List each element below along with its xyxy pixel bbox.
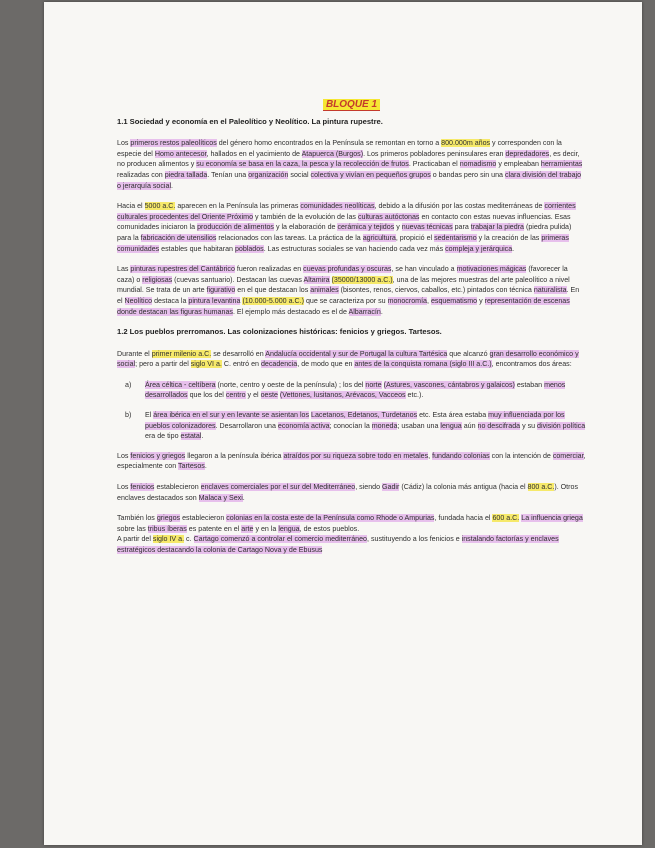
highlighted-text: Cartago comenzó a controlar el comercio mediterráneo xyxy=(193,535,368,544)
highlighted-text: fenicios y griegos xyxy=(130,451,186,460)
highlighted-text: tribus íberas xyxy=(147,524,187,533)
paragraph-neolithic: Hacia el 5000 a.C. aparecen en la Península las primeras comunidades neolíticas, debido a la difusión por las costas mediterráneas de corrientes culturales procedentes del Oriente Próximo y también de la evolución de las culturas autóctonas en contacto con estas nuevas influencias. Esas comunidades iniciaron la producción de alimentos y la elaboración de cerámica y tejidos y nuevas técnicas para trabajar la piedra (piedra pulida) para la fabricación de utensilios relacionados con las tareas. La práctica de la agricultura, propició el sedentarismo y la creación de las primeras comunidades estables que habitaran poblados. Las estructuras sociales se van haciendo cada vez más compleja y jerárquica. xyxy=(117,202,576,253)
highlighted-text: Lacetanos, Edetanos, Turdetanos xyxy=(311,411,418,420)
highlighted-text: enclaves comerciales por el sur del Mediterráneo xyxy=(200,483,356,492)
date-highlight: 5000 a.C. xyxy=(144,202,176,211)
highlighted-text: división política xyxy=(537,421,586,430)
highlighted-text: herramientas xyxy=(540,160,583,169)
highlighted-text: menos desarrollados xyxy=(145,380,566,400)
highlighted-text: religiosas xyxy=(142,275,173,284)
highlighted-text: (Astures, vascones, cántabros y galaicos) xyxy=(383,380,515,389)
highlighted-text: trabajar la piedra xyxy=(470,223,524,232)
highlighted-text: Altamira xyxy=(303,275,330,284)
block-title: BLOQUE 1 xyxy=(323,99,380,111)
page-content xyxy=(117,100,586,566)
highlighted-text: Albarracín xyxy=(348,307,381,316)
highlighted-text: Malaca y Sexi xyxy=(198,493,243,502)
highlighted-text: Andalucía occidental y sur de Portugal la cultura Tartésica xyxy=(265,349,448,358)
highlighted-text: norte xyxy=(365,380,382,389)
date-highlight: 800.000m años xyxy=(441,139,491,148)
highlighted-text: figurativo xyxy=(206,286,236,295)
highlighted-text: depredadores xyxy=(505,149,550,158)
highlighted-text: lengua xyxy=(278,524,300,533)
highlighted-text: compleja y jerárquica xyxy=(445,244,513,253)
highlighted-text: Gadir xyxy=(382,483,400,492)
highlighted-text: representación de escenas donde destacan las figuras humanas xyxy=(117,296,570,316)
highlighted-text: producción de alimentos xyxy=(197,223,274,232)
highlighted-text: piedra tallada xyxy=(164,170,208,179)
highlighted-text: fenicios xyxy=(130,483,155,492)
paragraph-phoenicians: Los fenicios establecieron enclaves comerciales por el sur del Mediterráneo, siendo Gadir (Cádiz) la colonia más antigua (hacia el 800 a.C.). Otros enclaves destacados son Malaca y Sexi. xyxy=(117,483,579,502)
highlighted-text: Tartesos xyxy=(178,462,205,471)
highlighted-text: colonias en la costa este de la Península como Rhode o Ampurias xyxy=(226,514,435,523)
date-highlight: siglo IV a. xyxy=(152,535,185,544)
highlighted-text: pintura levantina xyxy=(188,296,241,305)
highlighted-text: esquematismo xyxy=(430,296,478,305)
list-item-b xyxy=(125,410,586,442)
list-text-b: El área ibérica en el sur y en levante se asientan los Lacetanos, Edetanos, Turdetanos etc. Esta área estaba muy influenciada por los pueblos colonizadores. Desarrollaron una economía activa; conocían la moneda; usaban una lengua aún no descifrada y su división política era de tipo estatal. xyxy=(145,411,586,441)
highlighted-text: lengua xyxy=(440,421,462,430)
highlighted-text: sedentarismo xyxy=(434,233,477,242)
paragraph-cave-painting: Las pinturas rupestres del Cantábrico fueron realizadas en cuevas profundas y oscuras, se han vinculado a motivaciones mágicas (favorecer la caza) o religiosas (cuevas santuario). Destacan las cuevas Altamira (35000/13000 a.C.), una de las mejores muestras del arte paleolítico a nivel mundial. Se trata de un arte figurativo en el que destacan los animales (bisontes, renos, ciervos, caballos, etc.) pintados con técnica naturalista. En el Neolítico destaca la pintura levantina (10.000-5.000 a.C.) que se caracteriza por su monocromía, esquematismo y representación de escenas donde destacan las figuras humanas. El ejemplo más destacado es el de Albarracín. xyxy=(117,265,580,316)
highlighted-text: monocromía xyxy=(387,296,427,305)
highlighted-text: motivaciones mágicas xyxy=(456,265,527,274)
highlighted-text: instalando factorías y enclaves estratégicos destacando la colonia de Cartago Nova y de Ebusus xyxy=(117,535,559,554)
highlighted-text: área ibérica en el sur y en levante se asientan los xyxy=(153,411,310,420)
highlighted-text: primeros restos paleolíticos xyxy=(130,139,217,148)
highlighted-text: oeste xyxy=(260,391,278,400)
highlighted-text: fundando colonias xyxy=(432,451,490,460)
highlighted-text: Neolítico xyxy=(124,296,153,305)
highlighted-text: colectiva y vivían en pequeños grupos xyxy=(310,170,431,179)
list-label-a: a) xyxy=(125,380,132,389)
highlighted-text: comerciar xyxy=(552,451,584,460)
paragraph-paleolithic: Los primeros restos paleolíticos del género homo encontrados en la Península se remontan en torno a 800.000m años y corresponden con la especie del Homo antecesor, hallados en el yacimiento de Atapuerca (Burgos). Los primeros pobladores peninsulares eran depredadores, es decir, no producen alimentos y su economía se basa en la caza, la pesca y la recolección de frutos. Practicaban el nomadismo y empleaban herramientas realizadas con piedra tallada. Tenían una organización social colectiva y vivían en pequeños grupos o bandas pero sin una clara división del trabajo o jerarquía social. xyxy=(117,139,583,190)
highlighted-text: clara división del trabajo o jerarquía social xyxy=(117,170,582,190)
list-item-a xyxy=(125,380,586,401)
highlighted-text: Homo antecesor xyxy=(154,149,207,158)
highlighted-text: La influencia griega xyxy=(521,514,583,523)
highlighted-text: estatal xyxy=(180,432,202,441)
highlighted-text: organización xyxy=(248,170,289,179)
highlighted-text: gran desarrollo económico y social xyxy=(117,349,579,369)
highlighted-text: comunidades neolíticas xyxy=(300,202,375,211)
title-wrap xyxy=(117,100,586,111)
highlighted-text: Atapuerca (Burgos) xyxy=(301,149,364,158)
highlighted-text: pinturas rupestres del Cantábrico xyxy=(130,265,235,274)
list-text-a: Área céltica - celtíbera (norte, centro y oeste de la península) ; los del norte (Astures, vascones, cántabros y galaicos) estaban menos desarrollados que los del centro y el oeste (Vettones, lusitanos, Arévacos, Vacceos etc.). xyxy=(145,380,566,400)
highlighted-text: decadencia xyxy=(260,360,298,369)
date-highlight: (35000/13000 a.C.) xyxy=(331,275,393,284)
highlighted-text: naturalista xyxy=(533,286,567,295)
paragraph-carthage: A partir del siglo IV a. c. Cartago comenzó a controlar el comercio mediterráneo, sustituyendo a los fenicios e instalando factorías y enclaves estratégicos destacando la colonia de Cartago Nova y de Ebusus xyxy=(117,535,559,554)
highlighted-text: nomadismo xyxy=(459,160,497,169)
date-highlight: 800 a.C. xyxy=(527,483,555,492)
highlighted-text: cuevas profundas y oscuras xyxy=(303,265,392,274)
highlighted-text: primeras comunidades xyxy=(117,233,569,253)
highlighted-text: centro xyxy=(225,391,246,400)
highlighted-text: cerámica y tejidos xyxy=(337,223,395,232)
section-1-heading: 1.1 Sociedad y economía en el Paleolítico y Neolítico. La pintura rupestre. xyxy=(117,116,383,126)
highlighted-text: arte xyxy=(241,524,254,533)
highlighted-text: su economía se basa en la caza, la pesca y la recolección de frutos xyxy=(196,160,409,169)
highlighted-text: poblados xyxy=(234,244,264,253)
highlighted-text: fabricación de utensilios xyxy=(140,233,217,242)
highlighted-text: (Vettones, lusitanos, Arévacos, Vacceos xyxy=(279,391,406,400)
highlighted-text: muy influenciada por los pueblos colonizadores xyxy=(145,411,565,430)
section-2-heading: 1.2 Los pueblos prerromanos. Las colonizaciones históricas: fenicios y griegos. Tartesos. xyxy=(117,327,442,337)
highlighted-text: no descifrada xyxy=(477,421,521,430)
date-highlight: (10.000-5.000 a.C.) xyxy=(242,296,304,305)
date-highlight: 600 a.C. xyxy=(492,514,520,523)
list-label-b: b) xyxy=(125,411,132,420)
paragraph-greeks: También los griegos establecieron colonias en la costa este de la Península como Rhode o Ampurias, fundada hacia el 600 a.C. La influencia griega sobre las tribus íberas es patente en el arte y en la lengua, de estos pueblos. xyxy=(117,514,583,533)
date-highlight: primer milenio a.C. xyxy=(151,349,212,358)
highlighted-text: antes de la conquista romana (siglo III a.C.) xyxy=(354,360,492,369)
highlighted-text: griegos xyxy=(156,514,181,523)
highlighted-text: atraídos por su riqueza sobre todo en metales xyxy=(283,451,429,460)
highlighted-text: economía activa xyxy=(277,421,330,430)
date-highlight: siglo VI a. xyxy=(190,360,222,369)
highlighted-text: animales xyxy=(310,286,339,295)
highlighted-text: nuevas técnicas xyxy=(401,223,453,232)
highlighted-text: Área céltica - celtíbera xyxy=(145,380,216,389)
highlighted-text: moneda xyxy=(371,421,398,430)
highlighted-text: corrientes culturales procedentes del Oriente Próximo xyxy=(117,202,576,221)
paragraph-tartessos: Durante el primer milenio a.C. se desarrolló en Andalucía occidental y sur de Portugal la cultura Tartésica que alcanzó gran desarrollo económico y social; pero a partir del siglo VI a. C. entró en decadencia, de modo que en antes de la conquista romana (siglo III a.C.), encontramos dos áreas: xyxy=(117,349,579,369)
highlighted-text: agricultura xyxy=(362,233,396,242)
scanned-page xyxy=(44,2,642,845)
paragraph-colonizers: Los fenicios y griegos llegaron a la península ibérica atraídos por su riqueza sobre todo en metales, fundando colonias con la intención de comerciar, especialmente con Tartesos. xyxy=(117,451,586,471)
highlighted-text: culturas autóctonas xyxy=(357,212,420,221)
